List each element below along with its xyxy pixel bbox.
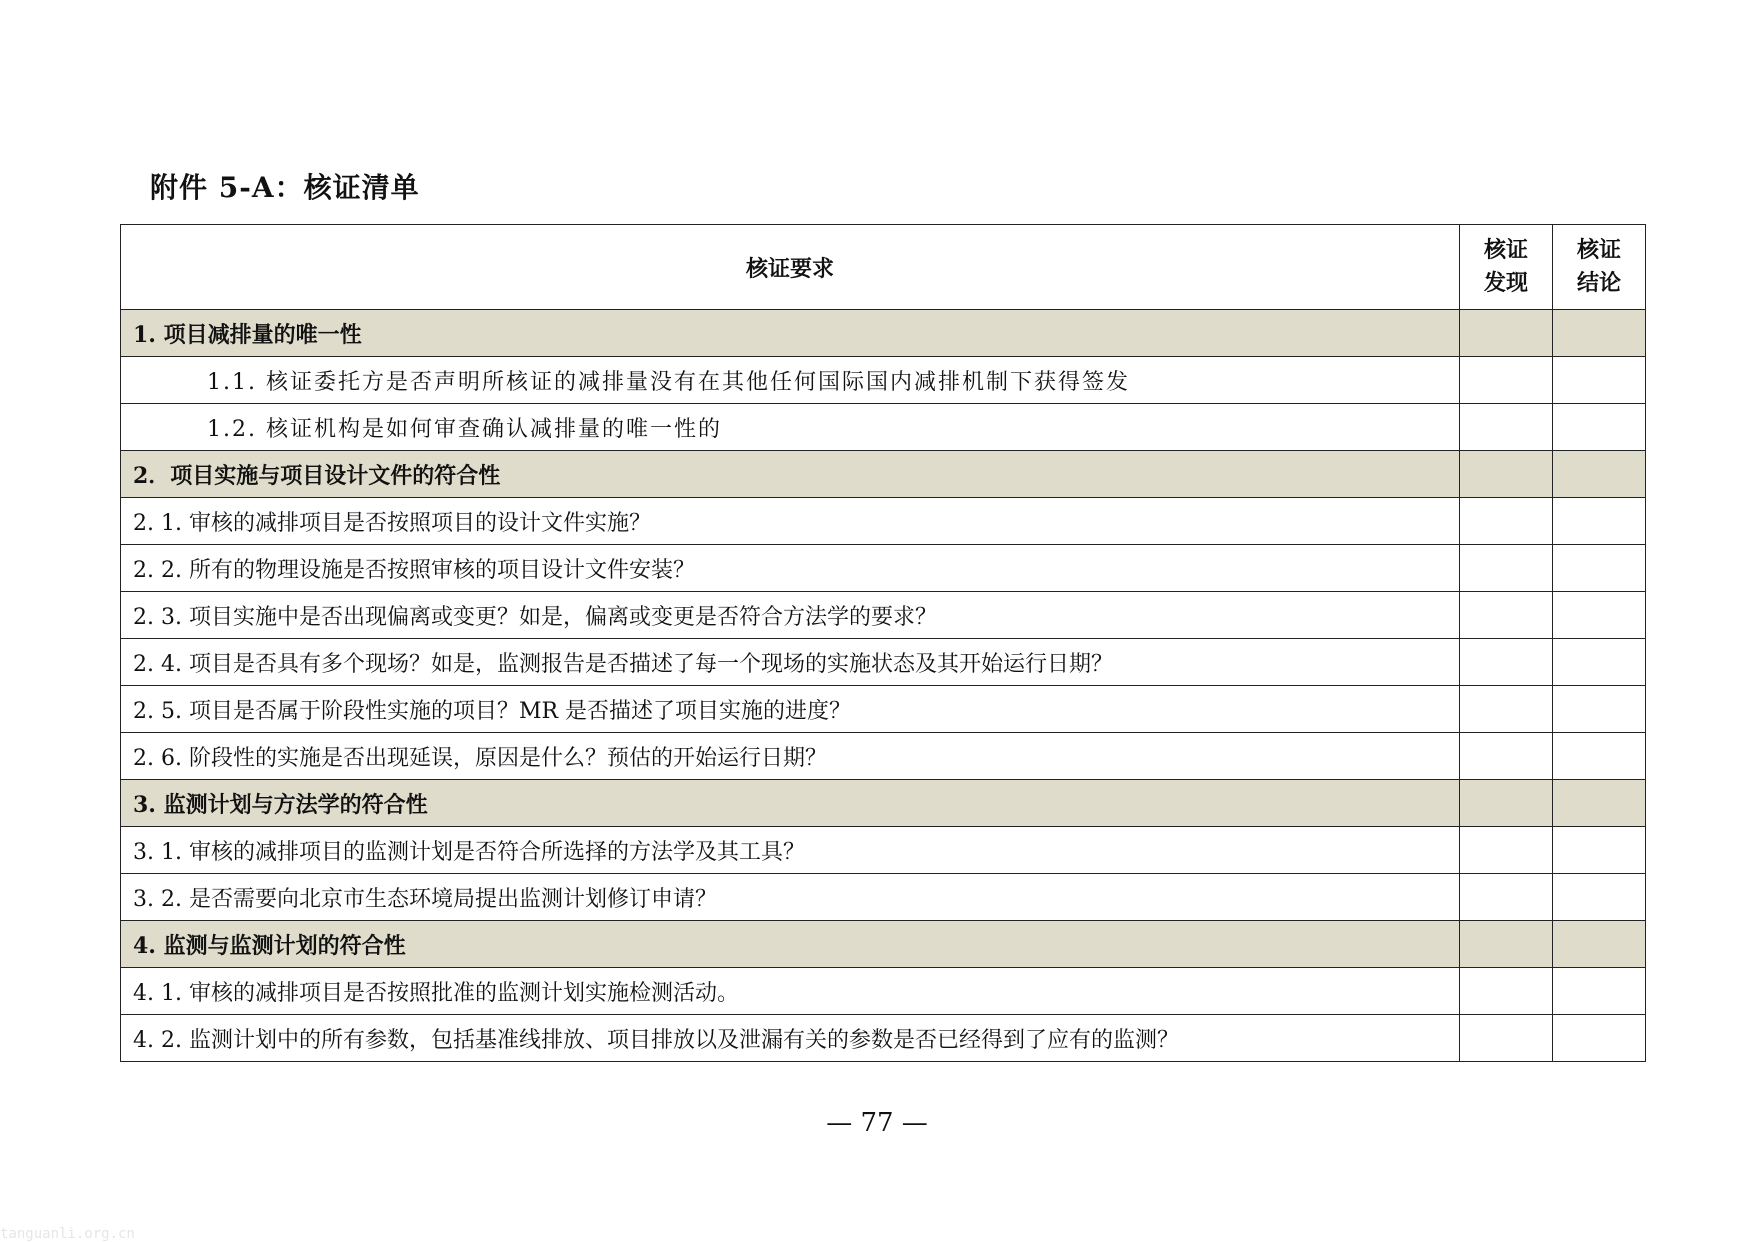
requirement-cell: 4. 1. 审核的减排项目是否按照批准的监测计划实施检测活动。 xyxy=(121,968,1460,1015)
header-finding-line2: 发现 xyxy=(1483,270,1528,296)
table-row xyxy=(121,968,1646,1015)
section-row xyxy=(121,780,1646,827)
table-row xyxy=(121,1015,1646,1062)
conclusion-cell xyxy=(1553,827,1646,874)
header-conclusion xyxy=(1553,225,1646,310)
requirement-cell: 3. 1. 审核的减排项目的监测计划是否符合所选择的方法学及其工具？ xyxy=(121,827,1460,874)
verification-checklist-table xyxy=(120,224,1646,1062)
conclusion-cell xyxy=(1553,921,1646,968)
requirement-cell: 2. 3. 项目实施中是否出现偏离或变更？如是，偏离或变更是否符合方法学的要求？ xyxy=(121,592,1460,639)
finding-cell xyxy=(1460,592,1553,639)
requirement-cell: 1.2. 核证机构是如何审查确认减排量的唯一性的 xyxy=(121,404,1460,451)
conclusion-cell xyxy=(1553,310,1646,357)
header-finding-line1: 核证 xyxy=(1483,237,1528,263)
requirement-cell: 2. 6. 阶段性的实施是否出现延误，原因是什么？预估的开始运行日期？ xyxy=(121,733,1460,780)
finding-cell xyxy=(1460,545,1553,592)
finding-cell xyxy=(1460,968,1553,1015)
header-requirement: 核证要求 xyxy=(121,225,1460,310)
finding-cell xyxy=(1460,780,1553,827)
section-row xyxy=(121,451,1646,498)
finding-cell xyxy=(1460,733,1553,780)
conclusion-cell xyxy=(1553,451,1646,498)
table-row xyxy=(121,404,1646,451)
section-row xyxy=(121,921,1646,968)
conclusion-cell xyxy=(1553,968,1646,1015)
page-number: — 77 — xyxy=(826,1108,928,1138)
finding-cell xyxy=(1460,451,1553,498)
requirement-cell: 2. 4. 项目是否具有多个现场？如是，监测报告是否描述了每一个现场的实施状态及其开始运行日期？ xyxy=(121,639,1460,686)
finding-cell xyxy=(1460,639,1553,686)
finding-cell xyxy=(1460,404,1553,451)
finding-cell xyxy=(1460,1015,1553,1062)
requirement-cell: 1.1. 核证委托方是否声明所核证的减排量没有在其他任何国际国内减排机制下获得签发 xyxy=(121,357,1460,404)
document-title: 附件 5-A：核证清单 xyxy=(150,171,420,204)
requirement-cell: 2. 2. 所有的物理设施是否按照审核的项目设计文件安装？ xyxy=(121,545,1460,592)
conclusion-cell xyxy=(1553,1015,1646,1062)
requirement-cell: 3. 2. 是否需要向北京市生态环境局提出监测计划修订申请？ xyxy=(121,874,1460,921)
finding-cell xyxy=(1460,686,1553,733)
table-row xyxy=(121,686,1646,733)
table-row xyxy=(121,874,1646,921)
section-title: 4. 监测与监测计划的符合性 xyxy=(121,921,1460,968)
conclusion-cell xyxy=(1553,686,1646,733)
conclusion-cell xyxy=(1553,639,1646,686)
table-row xyxy=(121,545,1646,592)
requirement-cell: 2. 5. 项目是否属于阶段性实施的项目？MR 是否描述了项目实施的进度？ xyxy=(121,686,1460,733)
section-title: 2．项目实施与项目设计文件的符合性 xyxy=(121,451,1460,498)
header-conclusion-line1: 核证 xyxy=(1576,237,1621,263)
finding-cell xyxy=(1460,357,1553,404)
requirement-cell: 2. 1. 审核的减排项目是否按照项目的设计文件实施？ xyxy=(121,498,1460,545)
finding-cell xyxy=(1460,921,1553,968)
finding-cell xyxy=(1460,827,1553,874)
conclusion-cell xyxy=(1553,780,1646,827)
table-row xyxy=(121,357,1646,404)
table-row xyxy=(121,639,1646,686)
conclusion-cell xyxy=(1553,498,1646,545)
conclusion-cell xyxy=(1553,874,1646,921)
table-row xyxy=(121,733,1646,780)
section-title: 1. 项目减排量的唯一性 xyxy=(121,310,1460,357)
site-watermark: tanguanli.org.cn xyxy=(0,1226,135,1242)
header-finding xyxy=(1460,225,1553,310)
table-header-row xyxy=(121,225,1646,310)
table-row xyxy=(121,498,1646,545)
finding-cell xyxy=(1460,498,1553,545)
section-row xyxy=(121,310,1646,357)
requirement-cell: 4. 2. 监测计划中的所有参数，包括基准线排放、项目排放以及泄漏有关的参数是否已经得到了应有的监测？ xyxy=(121,1015,1460,1062)
conclusion-cell xyxy=(1553,545,1646,592)
header-conclusion-line2: 结论 xyxy=(1576,270,1621,296)
conclusion-cell xyxy=(1553,357,1646,404)
table-row xyxy=(121,592,1646,639)
finding-cell xyxy=(1460,874,1553,921)
table-row xyxy=(121,827,1646,874)
conclusion-cell xyxy=(1553,733,1646,780)
conclusion-cell xyxy=(1553,404,1646,451)
finding-cell xyxy=(1460,310,1553,357)
conclusion-cell xyxy=(1553,592,1646,639)
section-title: 3. 监测计划与方法学的符合性 xyxy=(121,780,1460,827)
